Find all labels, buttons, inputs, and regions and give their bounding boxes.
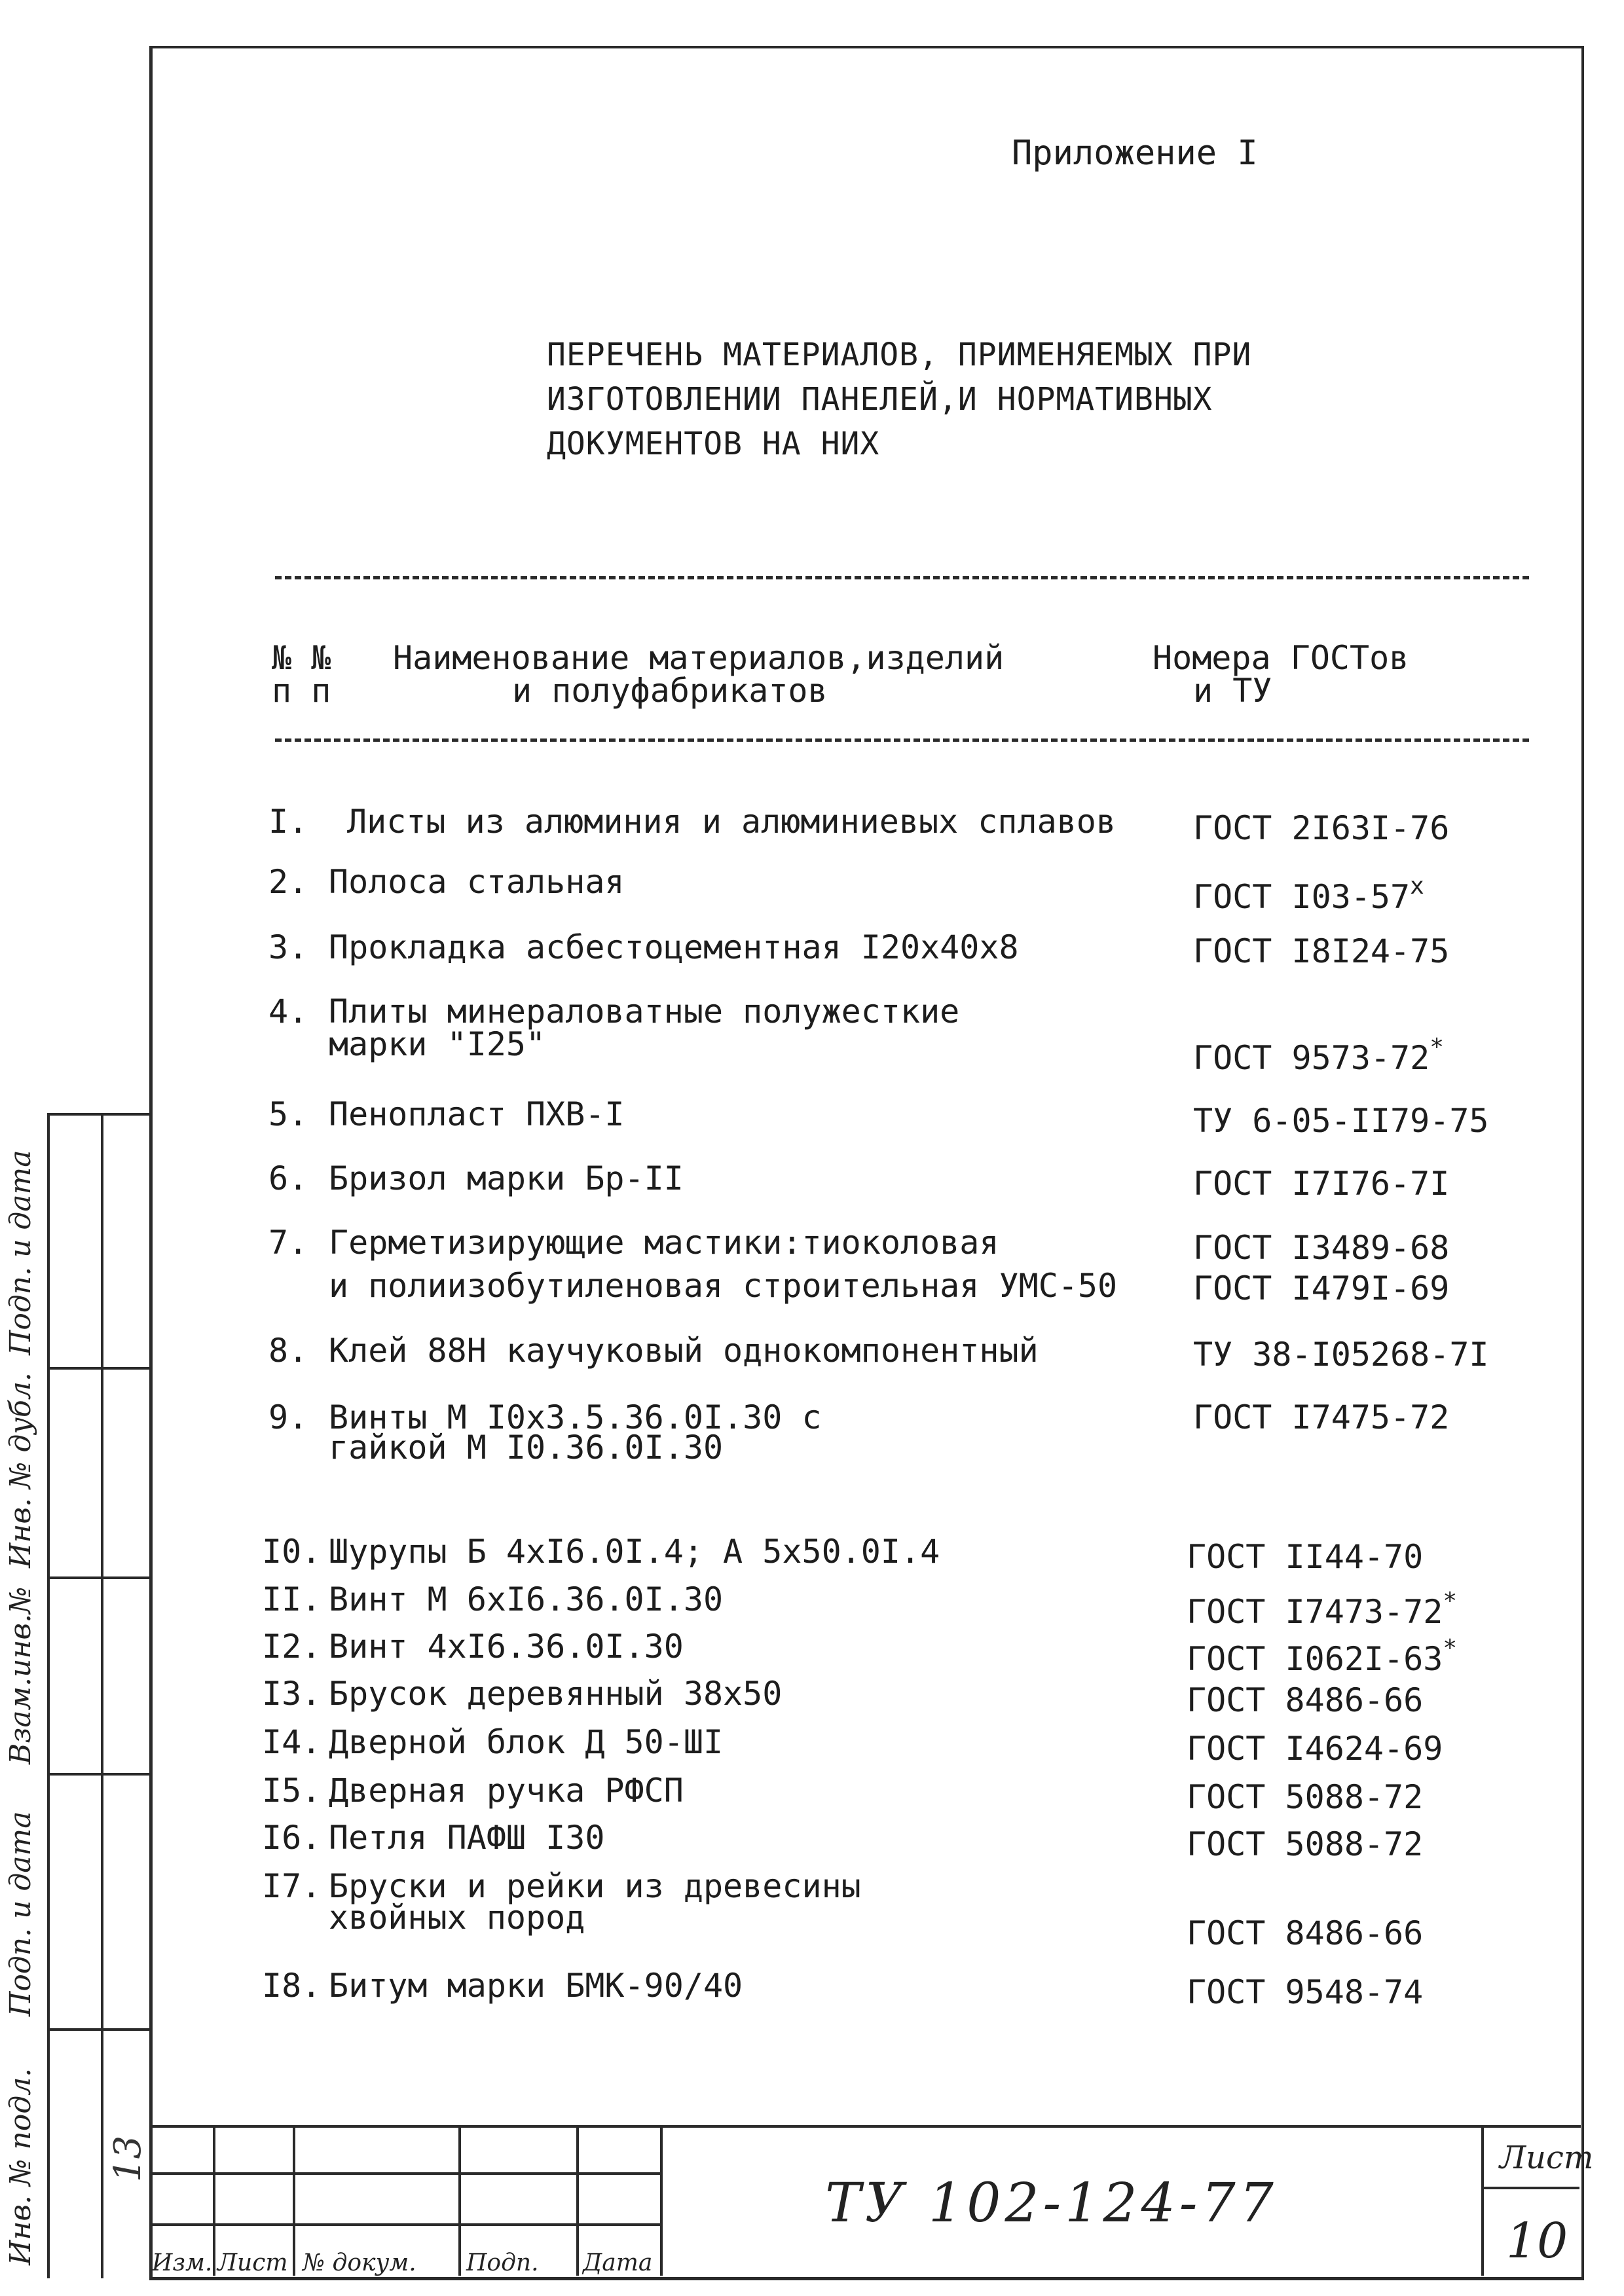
stamp-column-line — [576, 2125, 579, 2276]
row-number: I3. — [262, 1675, 322, 1713]
row-name: Винт М 6хI6.36.0I.30 — [329, 1580, 724, 1618]
stamp-row-line — [149, 2172, 660, 2175]
row-gost-superscript: * — [1443, 1635, 1458, 1662]
sheet-number: 10 — [1506, 2213, 1568, 2269]
row-number: I. — [268, 803, 308, 841]
row-gost-2: ГОСТ I479I-69 — [1193, 1269, 1450, 1307]
row-name-continued: гайкой М I0.36.0I.30 — [329, 1429, 724, 1467]
row-name: Петля ПАФШ I30 — [329, 1819, 605, 1857]
row-number: 7. — [268, 1224, 308, 1262]
row-gost: ТУ 38-I05268-7I — [1193, 1336, 1489, 1374]
stamp-date-label: Дата — [583, 2250, 653, 2276]
dup-inventory-label: Инв. № дубл. — [4, 1372, 37, 1568]
strip-divider — [47, 1367, 149, 1370]
row-name: Полоса стальная — [329, 863, 625, 901]
row-gost: ГОСТ I4624-69 — [1187, 1730, 1443, 1768]
row-name-continued: и полиизобутиленовая строительная УМС-50 — [329, 1267, 1118, 1305]
title-line-1: ПЕРЕЧЕНЬ МАТЕРИАЛОВ, ПРИМЕНЯЕМЫХ ПРИ — [547, 337, 1252, 373]
sign-date-label-1: Подп. и дата — [4, 1150, 37, 1355]
row-name-continued: марки "I25" — [329, 1025, 546, 1063]
row-gost: ГОСТ I7I76-7I — [1193, 1165, 1450, 1203]
stamp-column-line — [1481, 2125, 1484, 2276]
document-code: ТУ 102-124-77 — [825, 2172, 1278, 2234]
stamp-column-line — [293, 2125, 295, 2276]
row-number: I5. — [262, 1772, 322, 1810]
header-top-divider — [275, 576, 1529, 579]
row-name: Битум марки БМК-90/40 — [329, 1967, 743, 2005]
row-number: I8. — [262, 1967, 322, 2005]
row-gost: ГОСТ I3489-68 — [1193, 1229, 1450, 1267]
stamp-column-line — [213, 2125, 215, 2276]
row-name: Клей 88Н каучуковый однокомпонентный — [329, 1332, 1039, 1370]
row-name: Пенопласт ПХВ-I — [329, 1095, 625, 1133]
row-name: Прокладка асбестоцементная I20х40х8 — [329, 928, 1019, 966]
stamp-doc-number-label: № докум. — [303, 2250, 416, 2276]
row-number: I7. — [262, 1867, 322, 1905]
row-gost: ГОСТ I7473-72* — [1187, 1588, 1458, 1631]
row-gost: ГОСТ II44-70 — [1187, 1538, 1424, 1576]
row-name: Листы из алюминия и алюминиевых сплавов — [347, 803, 1116, 841]
row-gost: ГОСТ I062I-63* — [1187, 1635, 1458, 1678]
row-name: Герметизирующие мастики:тиоколовая — [329, 1224, 999, 1262]
header-name-line-1: Наименование материалов,изделий — [393, 639, 1005, 677]
header-gost-line-2: и ТУ — [1193, 672, 1272, 710]
stamp-signature-label: Подп. — [466, 2250, 539, 2276]
strip-divider — [47, 1576, 149, 1579]
stamp-row-line — [149, 2223, 660, 2226]
appendix-label: Приложение I — [1012, 134, 1258, 173]
row-name: Дверная ручка РФСП — [329, 1772, 684, 1810]
row-gost: ГОСТ I7475-72 — [1193, 1398, 1450, 1436]
sheet-cell-divider — [1481, 2187, 1579, 2189]
header-bottom-divider — [275, 738, 1529, 742]
original-inventory-label: Инв. № подл. — [4, 2068, 37, 2265]
handwritten-mark: 13 — [107, 2135, 150, 2183]
strip-divider — [47, 1773, 149, 1776]
row-number: 5. — [268, 1095, 308, 1133]
row-gost: ГОСТ 8486-66 — [1187, 1681, 1424, 1719]
side-signature-strip — [47, 1113, 152, 2278]
stamp-change-label: Изм. — [152, 2250, 213, 2276]
instead-inventory-label: Взам.инв.№ — [4, 1586, 37, 1764]
row-number: I4. — [262, 1723, 322, 1761]
sheet-label: Лист — [1500, 2140, 1594, 2176]
row-gost: ГОСТ I8I24-75 — [1193, 932, 1450, 970]
row-gost-superscript: * — [1430, 1034, 1444, 1061]
header-name-line-2: и полуфабрикатов — [512, 672, 828, 710]
strip-divider — [47, 2028, 149, 2031]
row-number: 2. — [268, 863, 308, 901]
title-line-2: ИЗГОТОВЛЕНИИ ПАНЕЛЕЙ,И НОРМАТИВНЫХ — [547, 381, 1213, 418]
row-gost: ТУ 6-05-II79-75 — [1193, 1102, 1489, 1140]
row-gost: ГОСТ 8486-66 — [1187, 1914, 1424, 1952]
stamp-column-line — [660, 2125, 663, 2276]
row-name: Плиты минераловатные полужесткие — [329, 993, 960, 1030]
header-num-line-1: № № — [272, 639, 331, 677]
row-number: I2. — [262, 1628, 322, 1666]
row-name: Брусок деревянный 38х50 — [329, 1675, 783, 1713]
row-number: 9. — [268, 1398, 308, 1436]
row-gost: ГОСТ 9573-72* — [1193, 1034, 1444, 1077]
row-number: II. — [262, 1580, 322, 1618]
row-gost: ГОСТ 5088-72 — [1187, 1778, 1424, 1816]
row-gost-superscript: * — [1443, 1588, 1458, 1614]
row-gost: ГОСТ $I03-57^х$ — [1193, 873, 1424, 916]
row-number: 3. — [268, 928, 308, 966]
row-name: Бризол марки Бр-II — [329, 1159, 684, 1197]
row-gost: ГОСТ 5088-72 — [1187, 1825, 1424, 1863]
row-number: 4. — [268, 993, 308, 1030]
row-name: Винты М I0х3.5.36.0I.30 с — [329, 1398, 822, 1436]
row-gost: ГОСТ 2I63I-76 — [1193, 809, 1450, 847]
stamp-top-border — [149, 2125, 1581, 2128]
title-line-3: ДОКУМЕНТОВ НА НИХ — [547, 426, 880, 462]
row-number: I0. — [262, 1533, 322, 1571]
header-num-line-2: п п — [272, 672, 331, 710]
row-name: Дверной блок Д 50-ШI — [329, 1723, 724, 1761]
header-gost-line-1: Номера ГОСТов — [1153, 639, 1409, 677]
row-number: 6. — [268, 1159, 308, 1197]
row-name: Винт 4хI6.36.0I.30 — [329, 1628, 684, 1666]
row-name: Бруски и рейки из древесины — [329, 1867, 861, 1905]
sign-date-label-2: Подп. и дата — [4, 1811, 37, 2016]
row-name-continued: хвойных пород — [329, 1899, 585, 1937]
stamp-column-line — [458, 2125, 461, 2276]
stamp-sheet-label: Лист — [217, 2250, 288, 2276]
row-number: 8. — [268, 1332, 308, 1370]
row-number: I6. — [262, 1819, 322, 1857]
side-strip-label-column — [50, 1116, 103, 2278]
row-gost: ГОСТ 9548-74 — [1187, 1973, 1424, 2011]
row-gost-superscript: х — [1410, 873, 1424, 900]
row-name: Шурупы Б 4хI6.0I.4; А 5х50.0I.4 — [329, 1533, 940, 1571]
